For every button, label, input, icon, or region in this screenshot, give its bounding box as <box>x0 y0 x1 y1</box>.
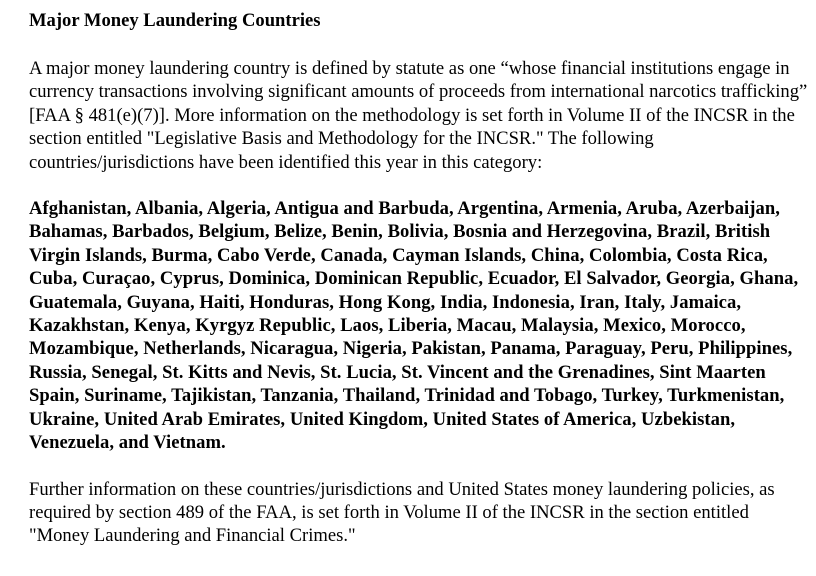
countries-list: Afghanistan, Albania, Algeria, Antigua and Barbuda, Argentina, Armenia, Aruba, Azerbaijan, Bahamas, Barbados, Belgium, Belize, Benin, Bolivia, Bosnia and Herzegovina, Brazil, British Virgin Islands, Burma, Cabo Verde, Canada, Cayman Islands, China, Colombia, Costa Rica, Cuba, Curaçao, Cyprus, Dominica, Dominican Republic, Ecuador, El Salvador, Georgia, Ghana, Guatemala, Guyana, Haiti, Honduras, Hong Kong, India, Indonesia, Iran, Italy, Jamaica, Kazakhstan, Kenya, Kyrgyz Republic, Laos, Liberia, Macau, Malaysia, Mexico, Morocco, Mozambique, Netherlands, Nicaragua, Nigeria, Pakistan, Panama, Paraguay, Peru, Philippines, Russia, Senegal, St. Kitts and Nevis, St. Lucia, St. Vincent and the Grenadines, Sint Maarten Spain, Suriname, Tajikistan, Tanzania, Thailand, Trinidad and Tobago, Turkey, Turkmenistan, Ukraine, United Arab Emirates, United Kingdom, United States of America, Uzbekistan, Venezuela, and Vietnam. <box>29 198 799 454</box>
intro-paragraph: A major money laundering country is defined by statute as one “whose financial institutions engage in currency transactions involving significant amounts of proceeds from international narcotics trafficking” [FAA § 481(e)(7)]. More information on the methodology is set forth in Volume II of the INCSR in the section entitled "Legislative Basis and Methodology for the INCSR." The following countries/jurisdictions have been identified this year in this category: <box>29 58 808 173</box>
document-page <box>29 9 809 548</box>
closing-paragraph: Further information on these countries/jurisdictions and United States money laundering policies, as required by section 489 of the FAA, is set forth in Volume II of the INCSR in the section entitled "Money Laundering and Financial Crimes." <box>29 478 775 547</box>
document-heading: Major Money Laundering Countries <box>29 10 321 31</box>
